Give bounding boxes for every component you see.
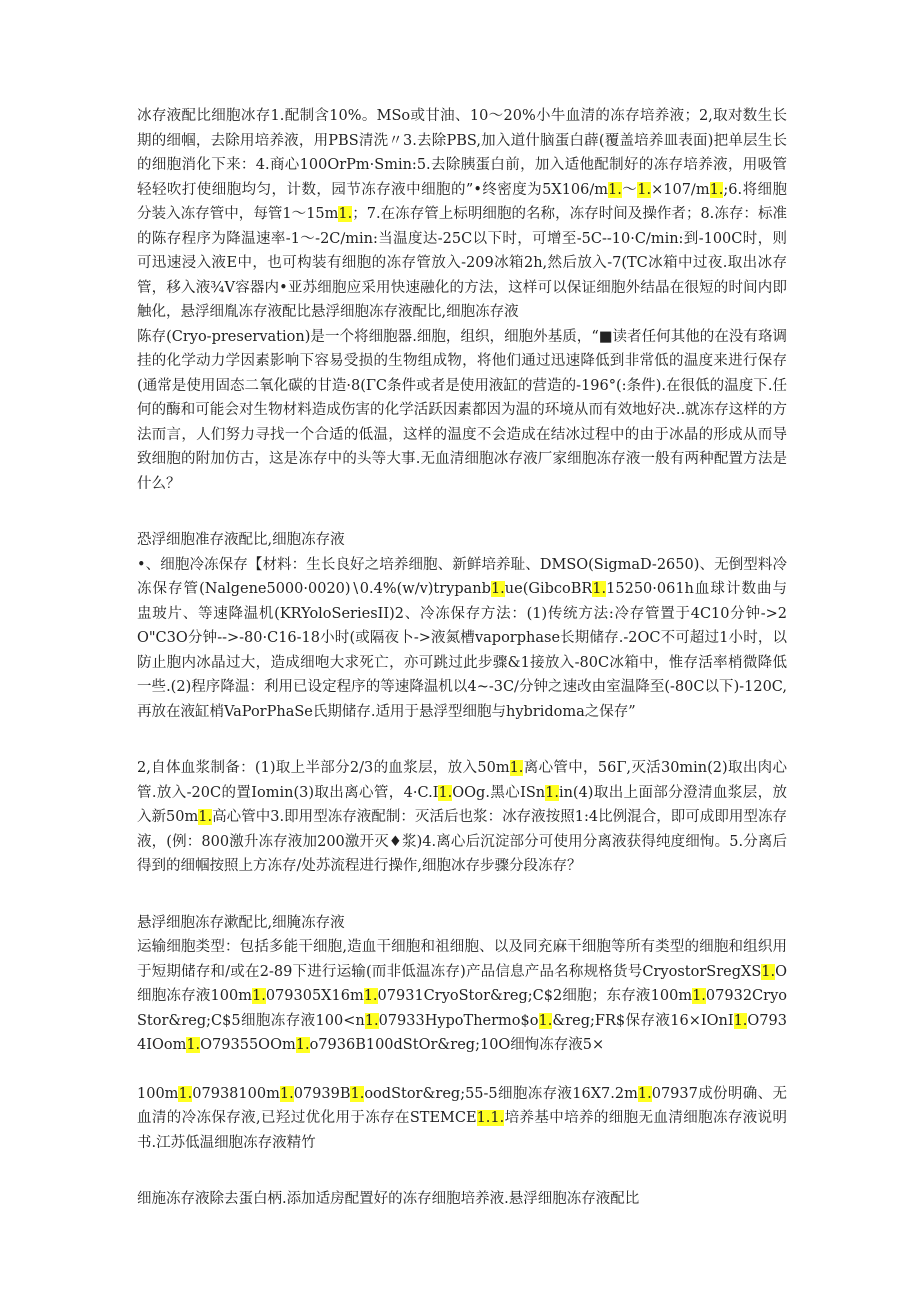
section-heading-suspension-ratio: 恐浮细胞准存液配比,细胞冻存液: [137, 532, 345, 548]
highlighted-text: 1.: [438, 784, 453, 801]
highlighted-text: 1.: [545, 784, 559, 801]
highlighted-text: 1.: [637, 181, 652, 198]
highlighted-text: 1.: [338, 206, 353, 222]
highlighted-text: 1.: [709, 181, 724, 198]
highlighted-text: 1.: [490, 581, 505, 597]
highlighted-text: 1.1.: [476, 1110, 505, 1126]
highlighted-text: 1.: [538, 1012, 553, 1029]
paragraph-cryo-preservation-definition: 陈存(Cryo-preservation)是一个将细胞器.细胞，组织，细胞外基质，“■读者任何其他的在没有珞调挂的化学动力学因素影响下容易受损的生物组成物，将他们通过迅速降低到非常低的温度来进行保存(通常是使用固态二氧化碳的甘造·8(ΓC条件或者是使用液缸的营造的-196°(:条件).在很低的温度下.任何的酶和可能会对生物材料造成伤害的化学活跃因素都因为温的环境从而有效地好决..就冻存这样的方法而言，人们努力寻找一个合适的低温，这样的温度不会造成在结冰过程中的由于冰晶的形成从而导致细胞的附加仿古，这是冻存中的头等大事.无血清细胞冰存液厂家细胞冻存液一般有两种配置方法是什么？: [137, 328, 787, 492]
highlighted-text: 1.: [509, 760, 524, 776]
highlighted-text: 1.: [733, 1012, 748, 1029]
paragraph-transport-products: 运输细胞类型：包括多能干细胞,造血干细胞和祖细胞、以及同充麻干细胞等所有类型的细胞和组织用于短期储存和/或在2-89下进行运输(而非低温冻存)产品信息产品名称规格货号CryostorSregXS1.O细胞冻存液100m1.079305X16m1.07931CryoStor&reg;C$2细胞；东存液100m1.07932CryoStor&reg;C$5细胞冻存液100<n1.07933HypoThermo$o1.&reg;FR$保存液16×IOnI1.O7934IOom1.O79355OOm1.o7936B100dStOr&reg;10O细恂冻存液5×: [137, 939, 787, 1053]
highlighted-text: 1.: [364, 1012, 379, 1029]
highlighted-text: 1.: [761, 963, 776, 980]
highlighted-text: 1.: [350, 1085, 365, 1102]
highlighted-text: 1.: [295, 1037, 310, 1053]
section-heading-suspension-ratio-2: 悬浮细胞冻存漱配比,细腌冻存液: [137, 914, 345, 931]
document-body: [137, 104, 787, 1212]
highlighted-text: 1.: [592, 581, 607, 597]
paragraph-product-list-cont: 100m1.07938100m1.07939B1.oodStor&reg;55-5细胞冻存液16X7.2m1.07937成份明确、无血清的冷冻保存液,已羟过优化用于冻存在STEMCE1.1.培养基中培养的细胞无血清细胞冻存液说明书.江苏低温细胞冻存液精竹: [137, 1085, 787, 1151]
paragraph-freezing-materials-methods: •、细胞冷冻保存【材料：生长良好之培养细胞、新鲜培养耻、DMSO(SigmaD-2650)、无倒型料冷冻保存管(Nalgene5000·0020)∖0.4%(w∕v)trypanb1.ue(GibcoBR1.15250·061h血球计数曲与盅玻片、等速降温机(KRYoloSeriesII)2、冷冻保存方法：(1)传统方法:冷存管置于4C10分钟->2O"C3O分钟-->-80·C16-18小时(或隔夜卜->液氮槽vaporphase长期储存.-2OC不可超过1小时，以防止胞内冰晶过大，造成细咆大求死亡，亦可跳过此步骤&1接放入-80C冰箱中，惟存活率梢微降低一些.(2)程序降温：利用已设定程序的等速降温机以4~-3C∕分钟之速改由室温降至(-80C以下)-120C,再放在液缸梢VaPorPhaSe氏期储存.适用于悬浮型细胞与hybridoma之保存”: [137, 556, 788, 720]
highlighted-text: 1.: [279, 1085, 294, 1102]
highlighted-text: 1.: [692, 988, 706, 1004]
highlighted-text: 1.: [637, 1085, 652, 1102]
highlighted-text: 1.: [198, 809, 213, 825]
highlighted-text: 1.: [363, 988, 378, 1004]
paragraph-closing-line: 细施冻存液除去蛋白柄.添加适房配置好的冻存细胞培养液.悬浮细胞冻存液配比: [137, 1191, 640, 1207]
paragraph-cryopreservation-steps: 冰存液配比细胞冰存1.配制含10%。MSo或甘油、10～20%小牛血清的冻存培养液；2,取对数生长期的细帼，去除用培养液，用PBS清洗〃3.去除PBS,加入道什脑蛋白薜(覆盖培养皿表面)把单层生长的细胞消化下来：4.商心100OrPm·Smin:5.去除胰蛋白前，加入适他配制好的冻存培养液，用吸管轻轻吹打使细胞均匀，计数，园节冻存液中细胞的”•终密度为5X106∕m1.～1.×107∕m1.;6.将细胞分装入冻存管中，每管1～15m1.；7.在冻存管上标明细胞的名称，冻存时间及操作者；8.冻存：标准的陈存程序为降温速率-1～-2C∕min:当温度达-25C以下时，可增至-5C--10·C∕min:到-100C时，则可迅速浸入液E中，也可构装有细胞的冻存管放入-209冰箱2h,然后放入-7(TC冰箱中过夜.取出冰存管，移入液¾V容器内•亚苏细胞应采用快速融化的方法，这样可以保证细胞外结晶在很短的时间内即触化，悬浮细胤冻存液配比悬浮细胞冻存液配比,细胞冻存液: [137, 108, 787, 320]
highlighted-text: 1.: [251, 988, 266, 1004]
paragraph-plasma-preparation: 2,自体血浆制备：(1)取上半部分2/3的血浆层，放入50m1.离心管中，56Γ,灭活30min(2)取出肉心管.放入-20C的置Iomin(3)取出离心管，4·C.I1.OOg.黑心ISn1.in(4)取出上面部分澄清血浆层，放入新50m1.高心管中3.即用型冻存液配制：灭活后也浆：冰存液按照1:4比例混合，即可成即用型冻存液，(例：800激升冻存液加200激开灭♦浆)4.离心后沉淀部分可使用分离液获得纯度细恂。5.分离后得到的细帼按照上方冻存/处苏流程进行操作,细胞冰存步骤分段冻存？: [137, 760, 787, 874]
highlighted-text: 1.: [608, 181, 622, 198]
highlighted-text: 1.: [186, 1037, 201, 1053]
highlighted-text: 1.: [178, 1085, 193, 1102]
